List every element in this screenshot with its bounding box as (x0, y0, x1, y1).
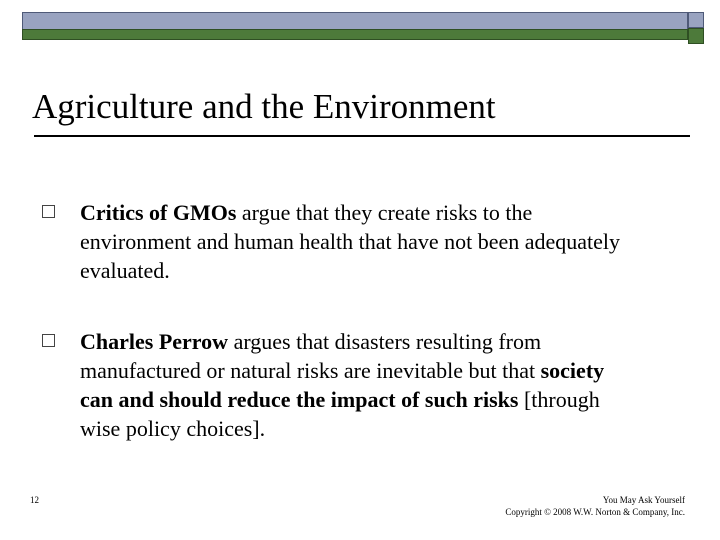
footer-book-title: You May Ask Yourself (602, 495, 685, 505)
footer-copyright: Copyright © 2008 W.W. Norton & Company, Inc. (505, 507, 685, 517)
bullet-body: [through wise policy choices]. (80, 387, 600, 441)
bullet-text (80, 198, 628, 285)
title-underline (34, 135, 690, 137)
square-bullet-icon (42, 334, 55, 347)
footer-credit (505, 494, 685, 518)
bullet-text (80, 327, 628, 443)
page-number: 12 (30, 495, 39, 505)
top-decorative-rule (22, 29, 688, 40)
bullet-emphasis: Charles Perrow (80, 329, 229, 354)
slide-title: Agriculture and the Environment (32, 87, 496, 126)
bullet-emphasis: society can and should reduce the impact of such risks (80, 358, 605, 412)
bullet-emphasis: Critics of GMOs (80, 200, 237, 225)
bullet-body: argue that they create risks to the environment and human health that have not been adequately evaluated. (80, 200, 621, 283)
corner-square-top (688, 12, 704, 28)
corner-square-bottom (688, 28, 704, 44)
bullet-body: argues that disasters resulting from manufactured or natural risks are inevitable but that (80, 329, 542, 383)
square-bullet-icon (42, 205, 55, 218)
